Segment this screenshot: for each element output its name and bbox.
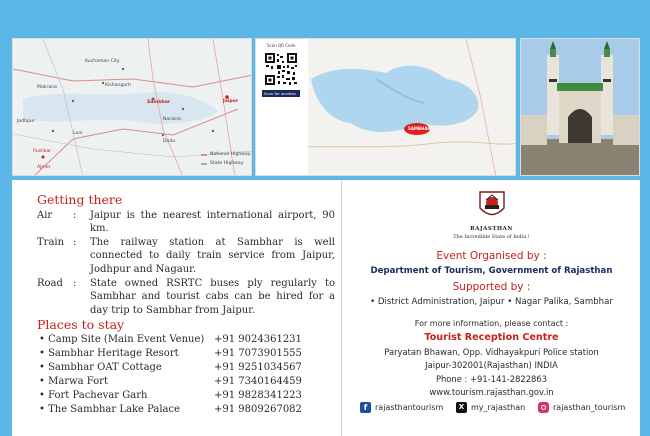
stay-phone: +91 9828341223 (214, 390, 302, 401)
address-line-2: Jaipur-302001(Rajasthan) INDIA (425, 360, 558, 370)
monument-photo (520, 38, 640, 176)
twitter-handle[interactable]: my_rajasthan (471, 403, 526, 412)
getting-there-heading: Getting there (37, 192, 123, 207)
map-label: Luni (73, 131, 83, 136)
travel-info-column (12, 180, 342, 436)
address-line-1: Paryatan Bhawan, Opp. Vidhayakpuri Police station (384, 347, 599, 357)
map-label: Dudu (163, 139, 176, 144)
map-label: Kishangarh (105, 83, 131, 88)
website-link[interactable]: www.tourism.rajasthan.gov.in (429, 387, 554, 397)
lake-pin-label: SAMBHAR (408, 126, 431, 131)
lake-map-image (255, 38, 516, 176)
train-text: The railway station at Sambhar is well connected to daily train service from Jaipur, Jodhpur and Nagaur. (90, 237, 335, 275)
rajasthan-tourism-logo-icon (477, 190, 507, 222)
organiser-name: Department of Tourism, Government of Rajasthan (370, 266, 613, 276)
stay-item: • Fort Pachevar Garh (39, 390, 148, 401)
stay-item: • The Sambhar Lake Palace (39, 404, 181, 415)
stay-phone: +91 9809267082 (214, 404, 302, 415)
instagram-handle[interactable]: rajasthan_tourism (553, 403, 626, 412)
air-text: Jaipur is the nearest international airport, 90 km. (90, 210, 335, 235)
stay-phone: +91 7073901555 (214, 348, 302, 359)
stay-item: • Marwa Fort (39, 376, 108, 387)
road-label: Road (37, 278, 63, 289)
map-label: Jodhpur (17, 119, 35, 124)
facebook-icon[interactable]: f (360, 402, 371, 413)
monument-graphic (521, 39, 640, 176)
stay-item: • Sambhar OAT Cottage (39, 362, 162, 373)
map-label-jaipur: Jaipur (223, 99, 239, 104)
legend-national-highway: National Highway (210, 152, 251, 157)
phone-line: Phone : +91-141-2822863 (435, 374, 548, 384)
map-label: Naraina (163, 117, 181, 122)
legend-state-highway: State Highway (210, 161, 244, 166)
logo-tagline: The Incredible State of India ! (453, 234, 530, 240)
stay-phone: +91 9024361231 (214, 334, 302, 345)
map-label-pushkar: Pushkar (33, 149, 52, 154)
supported-label: Supported by : (452, 281, 531, 293)
organiser-column (343, 180, 640, 436)
colon: : (73, 278, 77, 289)
train-label: Train (37, 237, 65, 248)
map-label-ajmer: Ajmer (37, 165, 51, 170)
logo-name: RAJASTHAN (470, 226, 513, 232)
tourist-centre-name: Tourist Reception Centre (424, 332, 559, 343)
air-label: Air (37, 210, 53, 221)
info-sheet (12, 180, 640, 436)
contact-intro: For more information, please contact : (414, 319, 569, 328)
colon: : (73, 210, 77, 221)
stay-item: • Camp Site (Main Event Venue) (39, 334, 205, 345)
road-map-image (12, 38, 252, 176)
organiser-label: Event Organised by : (436, 250, 547, 262)
facebook-handle[interactable]: rajasthantourism (375, 403, 444, 412)
stay-phone: +91 9251034567 (214, 362, 302, 373)
map-label: Makrana (37, 85, 57, 90)
instagram-icon[interactable] (538, 402, 549, 413)
map-label: Kuchaman City (85, 59, 120, 64)
supporters-line: • District Administration, Jaipur • Nagar Palika, Sambhar (370, 297, 613, 307)
stay-phone: +91 7340164459 (214, 376, 302, 387)
x-twitter-icon[interactable]: X (456, 402, 467, 413)
map-label-sambhar: Sambhar (147, 100, 171, 105)
road-text: State owned RSRTC buses ply regularly to Sambhar and tourist cabs can be hired for a day trip to Sambhar from Jaipur. (90, 278, 335, 316)
qr-caption-bottom: Scan for location (264, 91, 296, 96)
qr-code-icon[interactable] (264, 52, 298, 86)
qr-caption-top: Scan QR Code (267, 43, 296, 48)
colon: : (73, 237, 77, 248)
places-to-stay-heading: Places to stay (37, 317, 125, 332)
stay-item: • Sambhar Heritage Resort (39, 348, 179, 359)
